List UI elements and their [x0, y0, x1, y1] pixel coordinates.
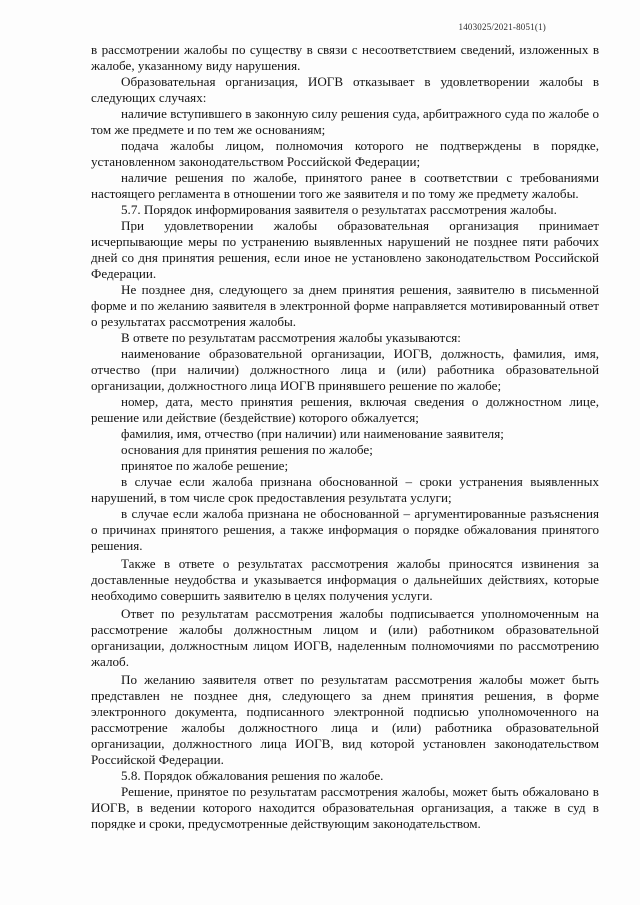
list-item: основания для принятия решения по жалобе; — [121, 442, 373, 457]
paragraph: Не позднее дня, следующего за днем принятия решения, заявителю в письменной форме и по желанию заявителя в электронной форме направляется мотивированный ответ о результатах рассмотрения жалобы. — [91, 282, 599, 329]
list-item: фамилия, имя, отчество (при наличии) или наименование заявителя; — [121, 426, 504, 441]
paragraph: При удовлетворении жалобы образовательная организация принимает исчерпывающие меры по устранению выявленных нарушений не позднее пяти рабочих дней со дня принятия решения, если иное не установлено законодательством Российской Федерации. — [91, 218, 599, 281]
list-item: в случае если жалоба признана обоснованной – сроки устранения выявленных нарушений, в том числе срок предоставления результата услуги; — [91, 474, 599, 505]
paragraph: Также в ответе о результатах рассмотрения жалобы приносятся извинения за доставленные неудобства и указывается информация о дальнейших действиях, которые необходимо совершить заявителю в целях получения услуги. — [91, 556, 599, 603]
paragraph: в рассмотрении жалобы по существу в связи с несоответствием сведений, изложенных в жалобе, указанному виду нарушения. — [91, 42, 599, 73]
paragraph: В ответе по результатам рассмотрения жалобы указываются: — [121, 330, 461, 345]
list-item: в случае если жалоба признана не обоснованной – аргументированные разъяснения о причинах принятого решения, а также информация о порядке обжалования принятого решения. — [91, 506, 599, 553]
list-item: номер, дата, место принятия решения, включая сведения о должностном лице, решение или действие (бездействие) которого обжалуется; — [91, 394, 599, 425]
paragraph: По желанию заявителя ответ по результатам рассмотрения жалобы может быть представлен не позднее дня, следующего за днем принятия решения, в форме электронного документа, подписанного электронной подписью уполномоченного на рассмотрение жалобы должностного лица и (или) работника образовательной организации, должностного лица ИОГВ, вид которой установлен законодательством Российской Федерации. — [91, 672, 599, 767]
paragraph: Ответ по результатам рассмотрения жалобы подписывается уполномоченным на рассмотрение жалобы должностным лицом и (или) работником образовательной организации, должностным лицом ИОГВ, наделенным полномочиями по рассмотрению жалоб. — [91, 606, 599, 669]
paragraph: наличие решения по жалобе, принятого ранее в соответствии с требованиями настоящего регламента в отношении того же заявителя и по тому же предмету жалобы. — [91, 170, 599, 201]
paragraph: наличие вступившего в законную силу решения суда, арбитражного суда по жалобе о том же предмете и по тем же основаниям; — [91, 106, 599, 137]
section-heading: 5.8. Порядок обжалования решения по жалобе. — [121, 768, 384, 783]
document-number: 1403025/2021-8051(1) — [458, 22, 546, 32]
list-item: принятое по жалобе решение; — [121, 458, 289, 473]
document-body — [91, 42, 599, 832]
list-item: наименование образовательной организации, ИОГВ, должность, фамилия, имя, отчество (при наличии) должностного лица и (или) работника образовательной организации, должностного лица ИОГВ принявшего решение по жалобе; — [91, 346, 599, 393]
paragraph: Образовательная организация, ИОГВ отказывает в удовлетворении жалобы в следующих случаях: — [91, 74, 599, 105]
paragraph: Решение, принятое по результатам рассмотрения жалобы, может быть обжаловано в ИОГВ, в ведении которого находится образовательная организация, а также в суд в порядке и сроки, предусмотренные действующим законодательством. — [91, 784, 599, 831]
paragraph: подача жалобы лицом, полномочия которого не подтверждены в порядке, установленном законодательством Российской Федерации; — [91, 138, 599, 169]
section-heading: 5.7. Порядок информирования заявителя о результатах рассмотрения жалобы. — [121, 202, 557, 217]
